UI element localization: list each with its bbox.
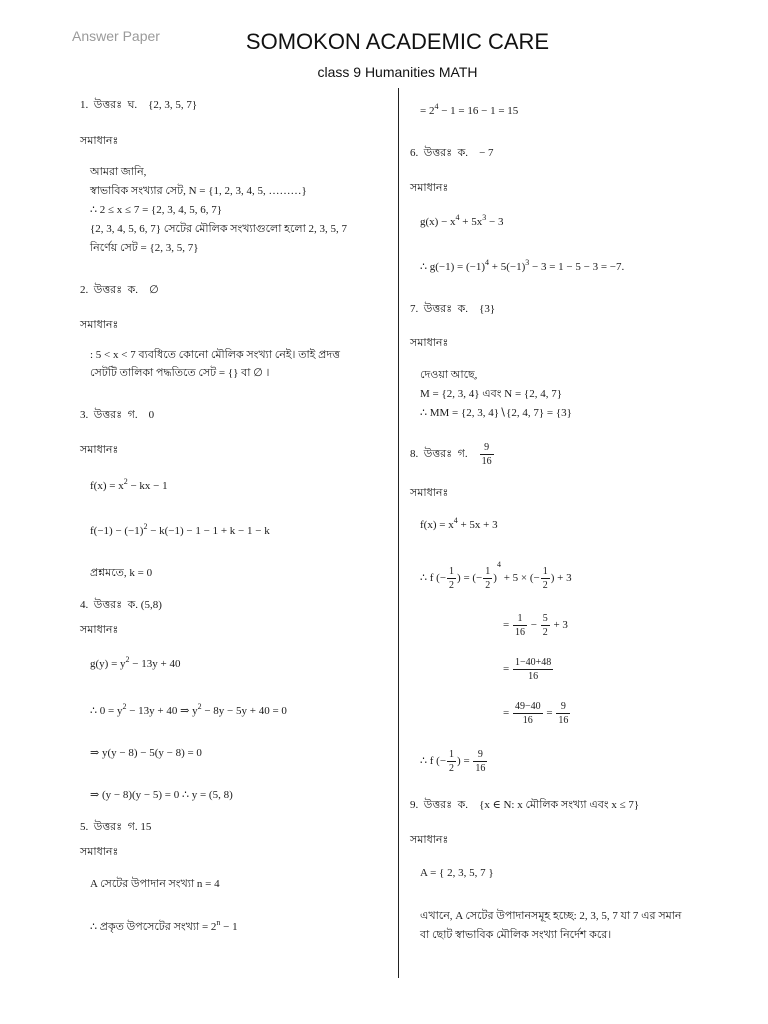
q6-result: ∴ $g(-1) = (-1)^4 + 5(-1)^3 - 3 = 1 - 5 - 3 = -7$. xyxy=(420,258,625,273)
q7-line-2: M = {2, 3, 4} এবং N = {2, 4, 7} xyxy=(420,388,562,400)
q8-step-1: ∴ f (− $\frac{1}{2}$ ) = (− $\frac{1}{2}$ )$^4$ + 5 × (− $\frac{1}{2}$ ) + 3 xyxy=(420,560,572,591)
column-divider xyxy=(398,88,399,978)
q3-answer-line: 3. উত্তরঃ গ. 0 xyxy=(80,409,155,421)
q2-line-1: : 5 < x < 7 ব্যবধিতে কোনো মৌলিক সংখ্যা নেই। তাই প্রদত্ত xyxy=(90,349,340,361)
q4-answer-line: 4. উত্তরঃ ক. (5,8) xyxy=(80,599,162,611)
q4-function: $g(y) = y^2 - 13y + 40$ xyxy=(90,655,181,670)
q3-function: $f(x) = x^2$ − kx − 1 xyxy=(90,477,168,492)
q2-solution-label: সমাধানঃ xyxy=(80,319,119,331)
q1-line-3: ∴ 2 ≤ x ≤ 7 = {2, 3, 4, 5, 6, 7} xyxy=(90,204,223,216)
q3-result: প্রশ্নমতে, k = 0 xyxy=(90,567,153,579)
q9-answer-line: 9. উত্তরঃ ক. {x ∈ N: x মৌলিক সংখ্যা এবং x ≤ 7} xyxy=(410,799,640,811)
page-subtitle: class 9 Humanities MATH xyxy=(317,64,478,80)
q8-answer-line: 8. উত্তরঃ গ. $\frac{9}{16}$ xyxy=(410,442,492,467)
q5-line-3: = $2^4 - 1 = 16 - 1 = 15$ xyxy=(420,102,519,117)
q6-answer-line: 6. উত্তরঃ ক. − 7 xyxy=(410,147,494,159)
q7-line-3: ∴ MM = {2, 3, 4}∖{2, 4, 7} = {3} xyxy=(420,407,572,419)
q4-step-3: ⇒ (y − 8)(y − 5) = 0 ∴ y = (5, 8) xyxy=(90,789,233,801)
q8-step-2: = $\frac{1}{16}$ − $\frac{5}{2}$ + 3 xyxy=(503,613,568,638)
q5-solution-label: সমাধানঃ xyxy=(80,846,119,858)
q7-solution-label: সমাধানঃ xyxy=(410,337,449,349)
q1-line-1: আমরা জানি, xyxy=(90,166,147,178)
q5-answer-line: 5. উত্তরঃ গ. 15 xyxy=(80,821,152,833)
q1-line-2: স্বাভাবিক সংখ্যার সেট, N = {1, 2, 3, 4, 5, ………} xyxy=(90,185,307,197)
q1-answer-line: 1. উত্তরঃ ঘ. {2, 3, 5, 7} xyxy=(80,99,198,111)
q8-step-3: = $\frac{1-40+48}{16}$ xyxy=(503,657,552,682)
page-title: SOMOKON ACADEMIC CARE xyxy=(245,29,550,54)
q8-function: $f(x) = x^4 + 5x + 3$ xyxy=(420,516,498,531)
q7-line-1: দেওয়া আছে, xyxy=(420,369,478,381)
q4-step-2: ⇒ y(y − 8) − 5(y − 8) = 0 xyxy=(90,747,202,759)
q6-solution-label: সমাধানঃ xyxy=(410,182,449,194)
q7-answer-line: 7. উত্তরঃ ক. {3} xyxy=(410,303,496,315)
q6-function: $g(x) - x^4 + 5x^3 - 3$ xyxy=(420,213,504,228)
q8-step-5: ∴ f (− $\frac{1}{2}$ ) = $\frac{9}{16}$ xyxy=(420,749,486,774)
q9-solution-label: সমাধানঃ xyxy=(410,834,449,846)
q2-answer-line: 2. উত্তরঃ ক. ∅ xyxy=(80,284,159,296)
q9-line-2: এখানে, A সেটের উপাদানসমূহ হচ্ছে: 2, 3, 5, 7 যা 7 এর সমান xyxy=(420,910,682,922)
q2-line-2: সেটটি তালিকা পদ্ধতিতে সেট = {} বা ∅ । xyxy=(90,367,270,379)
q4-step-1: ∴ $0 = y^2 - 13y + 40$ ⇒ $y^2 - 8y - 5y + 40 = 0$ xyxy=(90,702,287,717)
q3-substitution: $f(-1) - (-1)^2 - k(-1) - 1 - 1 + k - 1 - k$ xyxy=(90,522,270,537)
q5-line-2: ∴ প্রকৃত উপসেটের সংখ্যা = $2^n - 1$ xyxy=(90,918,238,933)
q8-step-4: = $\frac{49-40}{16}$ = $\frac{9}{16}$ xyxy=(503,701,569,726)
q4-solution-label: সমাধানঃ xyxy=(80,624,119,636)
q9-line-3: বা ছোট স্বাভাবিক মৌলিক সংখ্যা নির্দেশ করে। xyxy=(420,929,612,941)
q1-line-5: নির্ণেয় সেট = {2, 3, 5, 7} xyxy=(90,242,199,254)
q3-solution-label: সমাধানঃ xyxy=(80,444,119,456)
q5-line-1: A সেটের উপাদান সংখ্যা n = 4 xyxy=(90,878,220,890)
q8-solution-label: সমাধানঃ xyxy=(410,487,449,499)
q8-answer-fraction: $\frac{9}{16}$ xyxy=(481,442,492,467)
q1-solution-label: সমাধানঃ xyxy=(80,135,119,147)
q9-line-1: A = { 2, 3, 5, 7 } xyxy=(420,867,494,879)
q1-line-4: {2, 3, 4, 5, 6, 7} সেটের মৌলিক সংখ্যাগুলো হলো 2, 3, 5, 7 xyxy=(90,223,348,235)
answer-paper-label: Answer Paper xyxy=(72,28,160,44)
